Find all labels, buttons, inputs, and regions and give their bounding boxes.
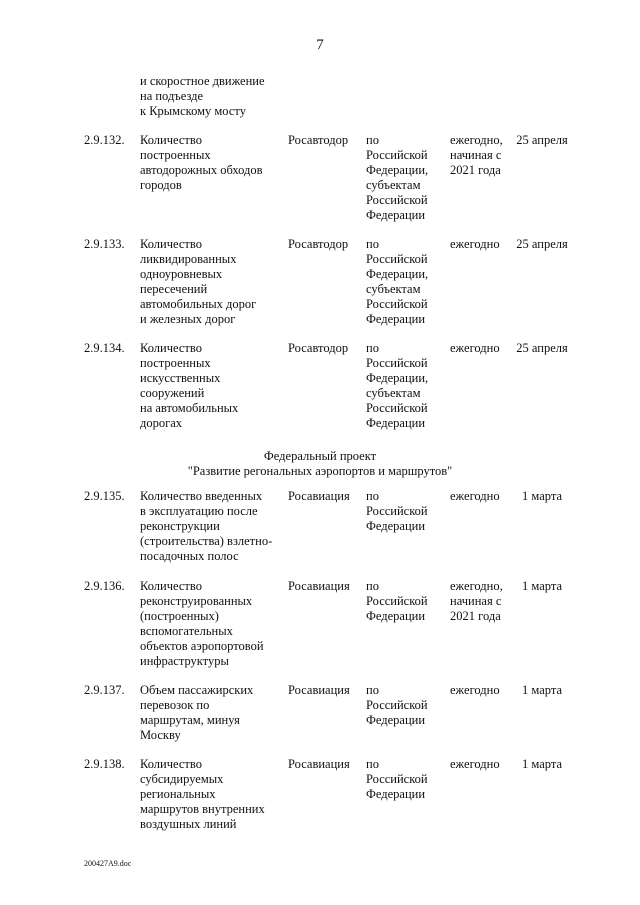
- indicator-name: Количество построенных автодорожных обходов городов: [140, 133, 263, 192]
- deadline: 1 марта: [522, 757, 562, 771]
- responsible-agency: Росавтодор: [288, 133, 349, 147]
- page-number: 7: [316, 37, 324, 53]
- indicator-name: Количество построенных искусственных сооружений на автомобильных дорогах: [140, 341, 239, 430]
- indicator-name: Объем пассажирских перевозок по маршрутам, минуя Москву: [140, 683, 254, 742]
- responsible-agency: Росавиация: [288, 489, 350, 503]
- row-number: 2.9.134.: [84, 341, 125, 355]
- section-heading: Федеральный проект "Развитие регональных аэропортов и маршрутов": [187, 449, 453, 478]
- scope: по Российской Федерации: [366, 757, 428, 801]
- indicator-name: Количество субсидируемых региональных маршрутов внутренних воздушных линий: [140, 757, 265, 831]
- frequency: ежегодно: [450, 757, 500, 771]
- deadline: 1 марта: [522, 579, 562, 593]
- frequency: ежегодно: [450, 237, 500, 251]
- scope: по Российской Федерации, субъектам Российской Федерации: [366, 237, 429, 326]
- row-number: 2.9.135.: [84, 489, 125, 503]
- indicator-name: Количество введенных в эксплуатацию после реконструкции (строительства) взлетно- посадочных полос: [140, 489, 273, 563]
- responsible-agency: Росавиация: [288, 579, 350, 593]
- responsible-agency: Росавтодор: [288, 237, 349, 251]
- deadline: 25 апреля: [516, 237, 568, 251]
- frequency: ежегодно: [450, 341, 500, 355]
- deadline: 1 марта: [522, 683, 562, 697]
- scope: по Российской Федерации: [366, 579, 428, 623]
- deadline: 1 марта: [522, 489, 562, 503]
- frequency: ежегодно: [450, 489, 500, 503]
- responsible-agency: Росавиация: [288, 757, 350, 771]
- deadline: 25 апреля: [516, 341, 568, 355]
- scope: по Российской Федерации: [366, 683, 428, 727]
- footer-filename: 200427A9.doc: [84, 859, 132, 868]
- row-number: 2.9.137.: [84, 683, 125, 697]
- row-number: 2.9.138.: [84, 757, 125, 771]
- frequency: ежегодно: [450, 683, 500, 697]
- frequency: ежегодно, начиная с 2021 года: [450, 133, 503, 177]
- scope: по Российской Федерации, субъектам Российской Федерации: [366, 133, 429, 222]
- indicator-name: Количество реконструированных (построенных) вспомогательных объектов аэропортовой инфраструктуры: [140, 579, 264, 668]
- responsible-agency: Росавтодор: [288, 341, 349, 355]
- row-number: 2.9.133.: [84, 237, 125, 251]
- continuation-text: и скоростное движение на подъезде к Крымскому мосту: [140, 74, 265, 118]
- scope: по Российской Федерации, субъектам Российской Федерации: [366, 341, 429, 430]
- deadline: 25 апреля: [516, 133, 568, 147]
- row-number: 2.9.132.: [84, 133, 125, 147]
- responsible-agency: Росавиация: [288, 683, 350, 697]
- frequency: ежегодно, начиная с 2021 года: [450, 579, 503, 623]
- scope: по Российской Федерации: [366, 489, 428, 533]
- row-number: 2.9.136.: [84, 579, 125, 593]
- indicator-name: Количество ликвидированных одноуровневых пересечений автомобильных дорог и железных дорог: [140, 237, 257, 326]
